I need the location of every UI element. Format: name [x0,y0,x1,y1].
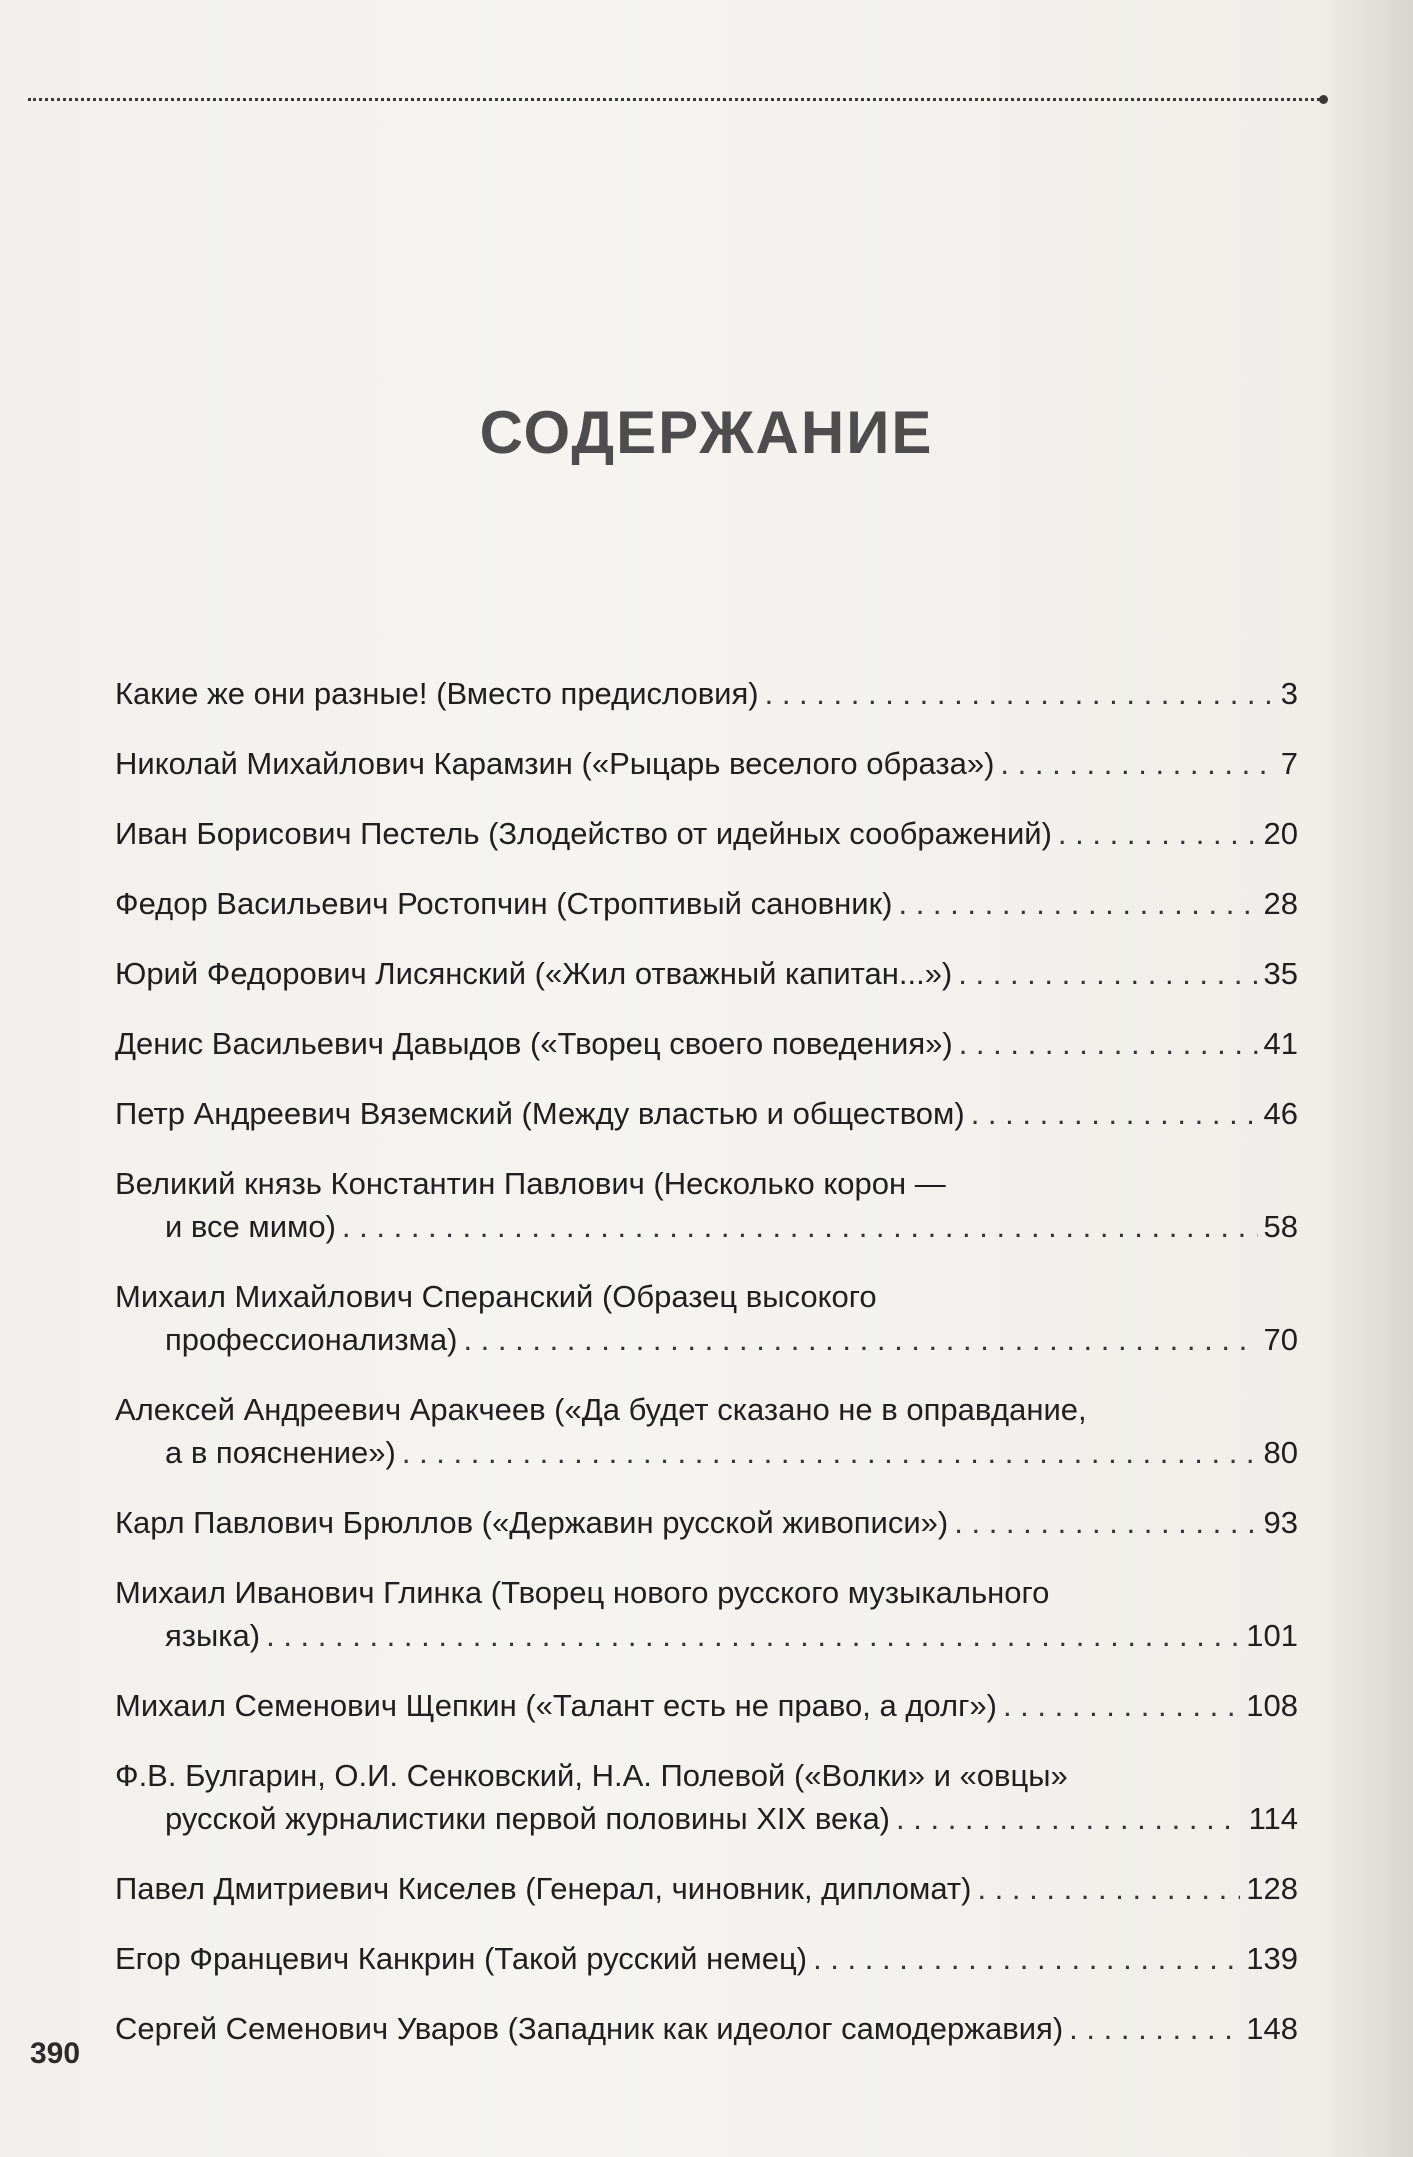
toc-page-number: 35 [1263,956,1298,991]
toc-entry-text: Павел Дмитриевич Киселев (Генерал, чиновник, дипломат) [115,1871,972,1906]
dot-leader [266,1614,1240,1657]
toc-page-number: 114 [1248,1801,1298,1836]
toc-entry-last-line [115,882,1298,925]
toc-entry-text: Карл Павлович Брюллов («Державин русской живописи») [115,1505,949,1540]
toc-entry-text: Алексей Андреевич Аракчеев («Да будет сказано не в оправдание, [115,1392,1087,1427]
toc-entry-last-line [115,1797,1298,1840]
toc-entry [115,882,1298,925]
toc-entry-last-line [115,1431,1298,1474]
toc-entry [115,2007,1298,2050]
toc-page-number: 46 [1263,1096,1298,1131]
dot-leader [898,882,1257,925]
toc-entry [115,1754,1298,1840]
toc-entry-text: а в пояснение») [165,1435,396,1470]
toc-page-number: 7 [1280,746,1298,781]
table-of-contents [115,672,1298,2077]
dot-leader [1058,812,1258,855]
dot-leader [463,1318,1257,1361]
toc-page-number: 80 [1263,1435,1298,1470]
toc-entry-text: Петр Андреевич Вяземский (Между властью и обществом) [115,1096,965,1131]
toc-entry [115,1162,1298,1248]
toc-entry-text: языка) [165,1618,261,1653]
contents-title: СОДЕРЖАНИЕ [479,399,934,466]
dot-leader [977,1867,1240,1910]
toc-entry-last-line [115,1684,1298,1727]
toc-entry-text: Михаил Михайлович Сперанский (Образец высокого [115,1279,877,1314]
toc-entry-last-line [115,2007,1298,2050]
toc-entry-text: русской журналистики первой половины XIX века) [165,1801,891,1836]
toc-entry-last-line [115,1614,1298,1657]
dot-leader [813,1937,1240,1980]
toc-entry-text: профессионализма) [165,1322,458,1357]
toc-entry [115,672,1298,715]
dot-leader [1000,742,1274,785]
toc-entry-last-line [115,742,1298,785]
toc-entry [115,952,1298,995]
toc-entry [115,1867,1298,1910]
toc-entry-text: Великий князь Константин Павлович (Несколько корон — [115,1166,946,1201]
toc-page-number: 148 [1246,2011,1298,2046]
toc-entry-last-line [115,812,1298,855]
toc-entry [115,1388,1298,1474]
dot-leader [971,1092,1258,1135]
toc-entry-last-line [115,1022,1298,1065]
toc-page-number: 20 [1263,816,1298,851]
toc-entry [115,812,1298,855]
dot-leader [959,1022,1258,1065]
toc-entry [115,1275,1298,1361]
dot-leader [342,1205,1258,1248]
page-number: 390 [30,2037,81,2070]
toc-page-number: 41 [1263,1026,1298,1061]
toc-entry-last-line [115,1318,1298,1361]
dot-leader [954,1501,1257,1544]
toc-page-number: 58 [1263,1209,1298,1244]
toc-page-number: 128 [1246,1871,1298,1906]
toc-entry-text: Федор Васильевич Ростопчин (Строптивый сановник) [115,886,893,921]
dot-leader [1003,1684,1240,1727]
toc-page-number: 3 [1280,676,1298,711]
header-dotted-rule [28,98,1320,101]
toc-entry [115,1501,1298,1544]
toc-entry-text: Михаил Семенович Щепкин («Талант есть не право, а долг») [115,1688,997,1723]
toc-entry-text: Николай Михайлович Карамзин («Рыцарь веселого образа») [115,746,995,781]
toc-entry-text: Михаил Иванович Глинка (Творец нового русского музыкального [115,1575,1050,1610]
toc-entry-text: Егор Францевич Канкрин (Такой русский немец) [115,1941,808,1976]
toc-entry-text: Иван Борисович Пестель (Злодейство от идейных соображений) [115,816,1052,851]
toc-entry-text: Какие же они разные! (Вместо предисловия) [115,676,759,711]
dot-leader [1069,2007,1240,2050]
toc-entry-last-line [115,1092,1298,1135]
toc-entry-text: Сергей Семенович Уваров (Западник как идеолог самодержавия) [115,2011,1064,2046]
dot-leader [958,952,1257,995]
toc-entry [115,1684,1298,1727]
toc-entry [115,742,1298,785]
dot-leader [402,1431,1258,1474]
toc-entry [115,1937,1298,1980]
toc-entry-text: Юрий Федорович Лисянский («Жил отважный капитан...») [115,956,953,991]
toc-entry [115,1092,1298,1135]
toc-page-number: 70 [1263,1322,1298,1357]
toc-entry-last-line [115,1937,1298,1980]
toc-entry-text: и все мимо) [165,1209,336,1244]
toc-entry-last-line [115,1205,1298,1248]
toc-entry [115,1022,1298,1065]
toc-entry-last-line [115,952,1298,995]
toc-entry-last-line [115,1501,1298,1544]
toc-page-number: 101 [1246,1618,1298,1653]
toc-page-number: 139 [1246,1941,1298,1976]
toc-page-number: 93 [1263,1505,1298,1540]
dot-leader [896,1797,1243,1840]
dot-leader [765,672,1275,715]
toc-entry-text: Денис Васильевич Давыдов («Творец своего поведения») [115,1026,953,1061]
toc-entry-last-line [115,672,1298,715]
toc-page-number: 108 [1246,1688,1298,1723]
toc-entry-text: Ф.В. Булгарин, О.И. Сенковский, Н.А. Полевой («Волки» и «овцы» [115,1758,1068,1793]
toc-page-number: 28 [1263,886,1298,921]
toc-entry-last-line [115,1867,1298,1910]
toc-entry [115,1571,1298,1657]
